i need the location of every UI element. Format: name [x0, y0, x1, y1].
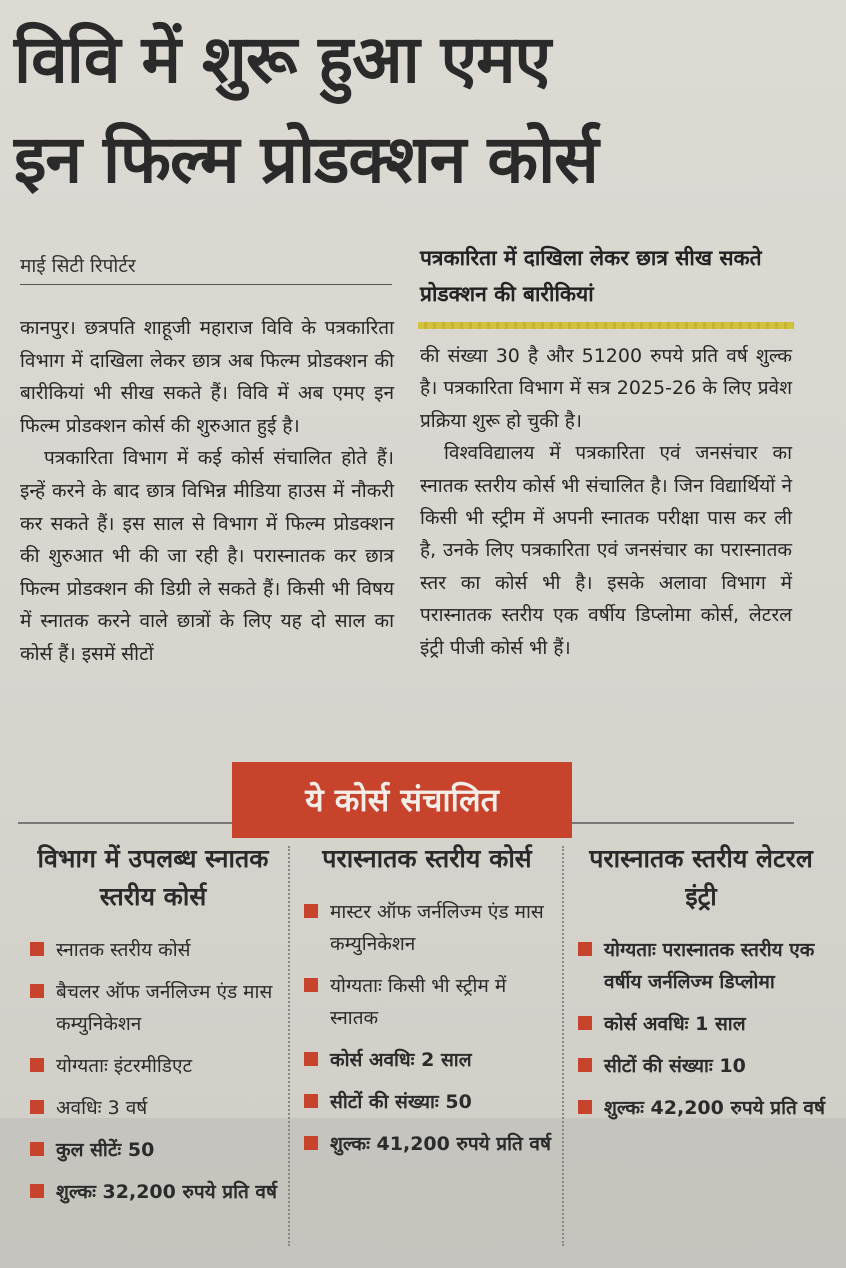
list-item: स्नातक स्तरीय कोर्स [22, 934, 284, 966]
bullet-square-icon [578, 1100, 592, 1114]
list-item: मास्टर ऑफ जर्नलिज्म एंड मास कम्युनिकेशन [296, 896, 558, 960]
list-item: शुल्कः 32,200 रुपये प्रति वर्ष [22, 1176, 284, 1208]
article-column-right [420, 340, 792, 664]
bullet-square-icon [304, 1094, 318, 1108]
bullet-square-icon [304, 1136, 318, 1150]
bullet-square-icon [30, 1058, 44, 1072]
course-box-title: विभाग में उपलब्ध स्नातक स्तरीय कोर्स [37, 844, 269, 911]
bullet-square-icon [30, 1142, 44, 1156]
list-item: कोर्स अवधिः 1 साल [570, 1008, 832, 1040]
bullet-square-icon [578, 1058, 592, 1072]
list-item: योग्यताः परास्नातक स्तरीय एक वर्षीय जर्नलिज्म डिप्लोमा [570, 934, 832, 998]
list-item: शुल्कः 41,200 रुपये प्रति वर्ष [296, 1128, 558, 1160]
article-column-left [20, 312, 394, 671]
bullet-square-icon [304, 1052, 318, 1066]
bullet-square-icon [30, 1100, 44, 1114]
bullet-square-icon [578, 942, 592, 956]
column-divider [562, 846, 564, 1246]
paragraph: की संख्या 30 है और 51200 रुपये प्रति वर्ष शुल्क है। पत्रकारिता विभाग में सत्र 2025-26 के लिए प्रवेश प्रक्रिया शुरू हो चुकी है। [420, 345, 792, 432]
course-box-title: परास्नातक स्तरीय लेटरल इंट्री [589, 844, 813, 911]
bullet-square-icon [304, 978, 318, 992]
list-item: शुल्कः 42,200 रुपये प्रति वर्ष [570, 1092, 832, 1124]
list-item: कुल सीटेंः 50 [22, 1134, 284, 1166]
paragraph: विश्वविद्यालय में पत्रकारिता एवं जनसंचार का स्नातक स्तरीय कोर्स भी संचालित है। जिन विद्यार्थियों ने किसी भी स्ट्रीम में अपनी स्नातक परीक्षा पास कर ली है, उनके लिए पत्रकारिता एवं जनसंचार का परास्नातक स्तर का कोर्स भी है। इसके अलावा विभाग में परास्नातक स्तरीय एक वर्षीय डिप्लोमा कोर्स, लेटरल इंट्री पीजी कोर्स भी हैं। [420, 442, 792, 659]
list-item: सीटों की संख्याः 10 [570, 1050, 832, 1082]
list-item: योग्यताः किसी भी स्ट्रीम में स्नातक [296, 970, 558, 1034]
list-item: कोर्स अवधिः 2 साल [296, 1044, 558, 1076]
course-box-graduate [22, 840, 284, 1218]
course-box-postgraduate [296, 840, 558, 1170]
paragraph: पत्रकारिता विभाग में कई कोर्स संचालित होते हैं। इन्हें करने के बाद छात्र विभिन्न मीडिया हाउस में नौकरी कर सकते हैं। इस साल से विभाग में फिल्म प्रोडक्शन की शुरुआत भी की जा रही है। परास्नातक कर छात्र फिल्म प्रोडक्शन की डिग्री ले सकते हैं। किसी भी विषय में स्नातक करने वाले छात्रों के लिए यह दो साल का कोर्स हैं। इसमें सीटों [20, 447, 394, 665]
list-item: अवधिः 3 वर्ष [22, 1092, 284, 1124]
headline-line-2: इन फिल्म प्रोडक्शन कोर्स [14, 121, 598, 198]
subheading: पत्रकारिता में दाखिला लेकर छात्र सीख सकते प्रोडक्शन की बारीकियां [420, 246, 762, 306]
course-box-title: परास्नातक स्तरीय कोर्स [322, 844, 532, 873]
bullet-square-icon [30, 942, 44, 956]
headline [14, 10, 814, 210]
headline-line-1: विवि में शुरू हुआ एमए [14, 21, 551, 98]
list-item: योग्यताः इंटरमीडिएट [22, 1050, 284, 1082]
bullet-square-icon [30, 1184, 44, 1198]
paragraph: कानपुर। छत्रपति शाहूजी महाराज विवि के पत्रकारिता विभाग में दाखिला लेकर छात्र अब फिल्म प्रोडक्शन की बारीकियां भी सीख सकते हैं। विवि में अब एमए इन फिल्म प्रोडक्शन कोर्स की शुरुआत हुई है। [20, 317, 394, 437]
bullet-square-icon [304, 904, 318, 918]
course-box-lateral-entry [570, 840, 832, 1134]
column-divider [288, 846, 290, 1246]
courses-banner: ये कोर्स संचालित [232, 762, 572, 838]
list-item: बैचलर ऑफ जर्नलिज्म एंड मास कम्युनिकेशन [22, 976, 284, 1040]
byline-rule [20, 284, 392, 285]
bullet-square-icon [578, 1016, 592, 1030]
bullet-square-icon [30, 984, 44, 998]
byline: माई सिटी रिपोर्टर [20, 255, 136, 277]
list-item: सीटों की संख्याः 50 [296, 1086, 558, 1118]
subheading-underline [418, 322, 794, 329]
